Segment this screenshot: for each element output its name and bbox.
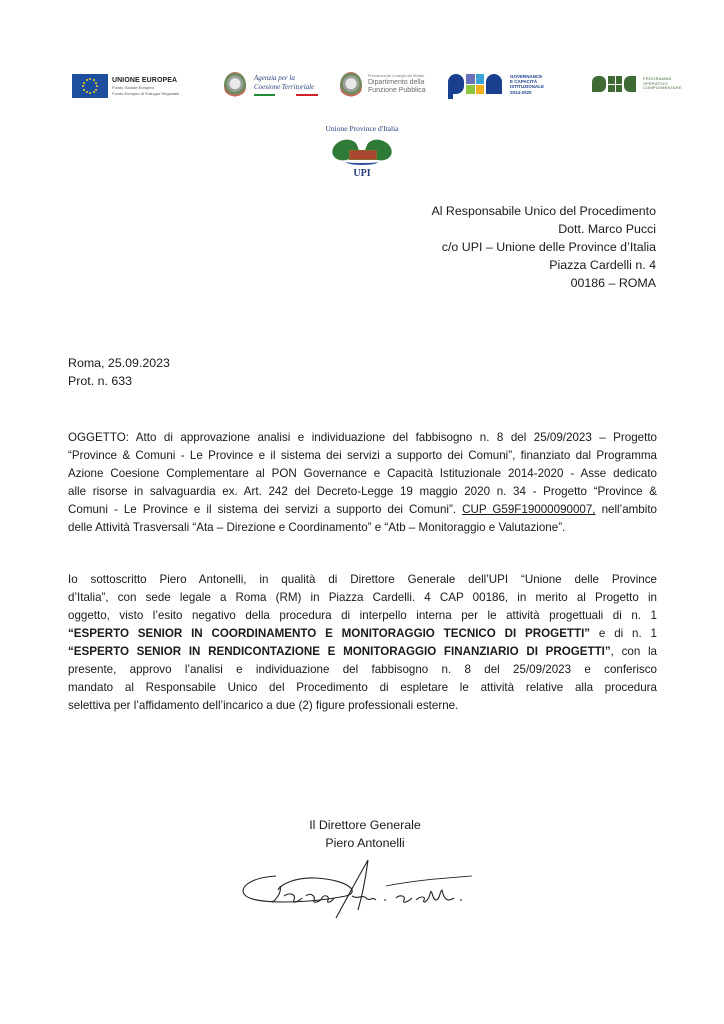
recipient-line: 00186 – ROMA bbox=[570, 276, 656, 290]
place-date: Roma, 25.09.2023 bbox=[68, 356, 170, 370]
poc-logo-line: PROGRAMMA bbox=[643, 76, 672, 82]
recipient-line: Piazza Cardelli n. 4 bbox=[549, 258, 656, 272]
signature-block bbox=[230, 816, 500, 852]
eu-star-icon bbox=[93, 91, 95, 93]
protocol-number: Prot. n. 633 bbox=[68, 374, 133, 388]
signatory-title: Il Direttore Generale bbox=[309, 818, 421, 832]
eu-star-icon bbox=[86, 79, 88, 81]
pon-o-tiles-icon bbox=[466, 74, 484, 94]
dfp-logo-small: Presidenza del Consiglio dei Ministri bbox=[368, 74, 425, 79]
eu-star-icon bbox=[83, 89, 85, 91]
italian-republic-emblem-icon bbox=[340, 72, 362, 98]
pon-tile bbox=[476, 85, 485, 95]
subject-line: OGGETTO: Atto di approvazione analisi e individuazione del fabbisogno n. 8 del 25/09/2023 – Progetto bbox=[68, 431, 657, 444]
poc-logo-line: OPERATIVO bbox=[643, 80, 668, 86]
dfp-logo-line: Funzione Pubblica bbox=[368, 86, 426, 94]
eu-logo-line: Fondo Sociale Europeo bbox=[112, 84, 154, 90]
recipient-line: Al Responsabile Unico del Procedimento bbox=[431, 204, 656, 218]
eu-star-icon bbox=[89, 78, 91, 80]
italian-republic-emblem-icon bbox=[224, 72, 246, 98]
eu-logo-line: Fondo Europeo di Sviluppo Regionale bbox=[112, 90, 180, 96]
handwritten-signature bbox=[236, 856, 496, 936]
pon-n-glyph bbox=[486, 74, 502, 94]
role-title-1: “ESPERTO SENIOR IN COORDINAMENTO E MONITORAGGIO TECNICO DI PROGETTI” bbox=[68, 627, 591, 640]
body-line bbox=[68, 643, 657, 661]
agenzia-logo-line: Coesione Territoriale bbox=[254, 83, 315, 91]
signatory-name: Piero Antonelli bbox=[325, 836, 405, 850]
pon-logo bbox=[448, 74, 544, 95]
poc-logo bbox=[592, 76, 682, 92]
eu-logo bbox=[72, 74, 179, 98]
upi-logo-arc-text: Unione Province d'Italia bbox=[325, 124, 399, 133]
poc-o-tiles-icon bbox=[608, 76, 622, 92]
subject-line: alle risorse in salvaguardia ex. Art. 242 del Decreto-Legge 19 maggio 2020 n. 34 - Progetto “Province & bbox=[68, 485, 657, 498]
upi-crest-icon bbox=[332, 136, 392, 168]
upi-logo bbox=[322, 124, 402, 179]
eu-star-icon bbox=[82, 85, 84, 87]
poc-c-glyph bbox=[624, 76, 636, 92]
date-protocol bbox=[68, 354, 170, 390]
body-line: presente, approvo l’analisi e individuazione del fabbisogno n. 8 del 25/09/2023 e conferisco bbox=[68, 663, 657, 676]
italian-flag-stripe bbox=[254, 94, 318, 96]
body-line-text: e di n. 1 bbox=[590, 627, 657, 640]
pon-logo-line: GOVERNANCE bbox=[510, 74, 543, 79]
pon-logo-line: 2014-2020 bbox=[510, 89, 532, 95]
subject-line: Azione Coesione Complementare al PON Governance e Capacità Istituzionale 2014-2020 - Asse dedicato bbox=[68, 467, 657, 480]
recipient-line: Dott. Marco Pucci bbox=[558, 222, 656, 236]
poc-p-glyph bbox=[592, 76, 606, 92]
agenzia-logo-line: Agenzia per la bbox=[254, 74, 295, 83]
eu-flag-icon bbox=[72, 74, 108, 98]
subject-line-text: Comuni - Le Province e il sistema dei servizi a supporto dei Comuni”. bbox=[68, 503, 463, 516]
subject-block bbox=[68, 429, 657, 537]
dfp-logo-line: Dipartimento della bbox=[368, 79, 425, 87]
recipient-address bbox=[431, 202, 656, 292]
eu-star-icon bbox=[86, 91, 88, 93]
pon-logo-line: ISTITUZIONALE bbox=[510, 84, 544, 90]
pon-p-glyph bbox=[448, 74, 464, 94]
body-line: d’Italia”, con sede legale a Roma (RM) in Piazza Cardelli. 4 CAP 00186, in merito al Progetto in bbox=[68, 591, 657, 604]
role-title-2: “ESPERTO SENIOR IN RENDICONTAZIONE E MONITORAGGIO FINANZIARIO DI PROGETTI” bbox=[68, 645, 611, 658]
body-paragraph bbox=[68, 571, 657, 715]
poc-logo-line: COMPLEMENTARE bbox=[643, 85, 682, 91]
subject-line: delle Attività Trasversali “Ata – Direzione e Coordinamento” e “Atb – Monitoraggio e Valutazione”. bbox=[68, 521, 566, 534]
eu-star-icon bbox=[95, 89, 97, 91]
eu-star-icon bbox=[83, 82, 85, 84]
cup-code: CUP G59F19000090007, bbox=[462, 503, 596, 516]
pon-tile bbox=[466, 74, 475, 84]
body-line: oggetto, visto l’esito negativo della procedura di interpello interna per le attività progettuali di n. 1 bbox=[68, 609, 657, 622]
eu-star-icon bbox=[89, 92, 91, 94]
subject-line: “Province & Comuni - Le Province e il sistema dei servizi a supporto dei Comuni”, finanziato dal Programma bbox=[68, 449, 657, 462]
funzione-pubblica-logo bbox=[340, 72, 426, 98]
pon-logo-line: E CAPACITÀ bbox=[510, 79, 538, 85]
eu-star-icon bbox=[96, 85, 98, 87]
eu-star-icon bbox=[95, 82, 97, 84]
eu-star-icon bbox=[93, 79, 95, 81]
body-line bbox=[68, 625, 657, 643]
agenzia-coesione-logo bbox=[224, 72, 318, 98]
eu-logo-title: UNIONE EUROPEA bbox=[112, 76, 178, 84]
subject-line-text: nell’ambito bbox=[595, 503, 657, 516]
body-line: Io sottoscritto Piero Antonelli, in qualità di Direttore Generale dell’UPI “Unione delle Province bbox=[68, 573, 657, 586]
body-line: mandato al Responsabile Unico del Procedimento di espletare le attività relative alla procedura bbox=[68, 681, 657, 694]
recipient-line: c/o UPI – Unione delle Province d’Italia bbox=[441, 240, 656, 254]
body-line: selettiva per l’affidamento dell’incarico a due (2) figure professionali esterne. bbox=[68, 699, 459, 712]
pon-tile bbox=[466, 85, 475, 95]
subject-line bbox=[68, 501, 657, 519]
upi-logo-name: UPI bbox=[353, 168, 371, 179]
body-line-text: , con la bbox=[610, 645, 657, 658]
pon-tile bbox=[476, 74, 485, 84]
